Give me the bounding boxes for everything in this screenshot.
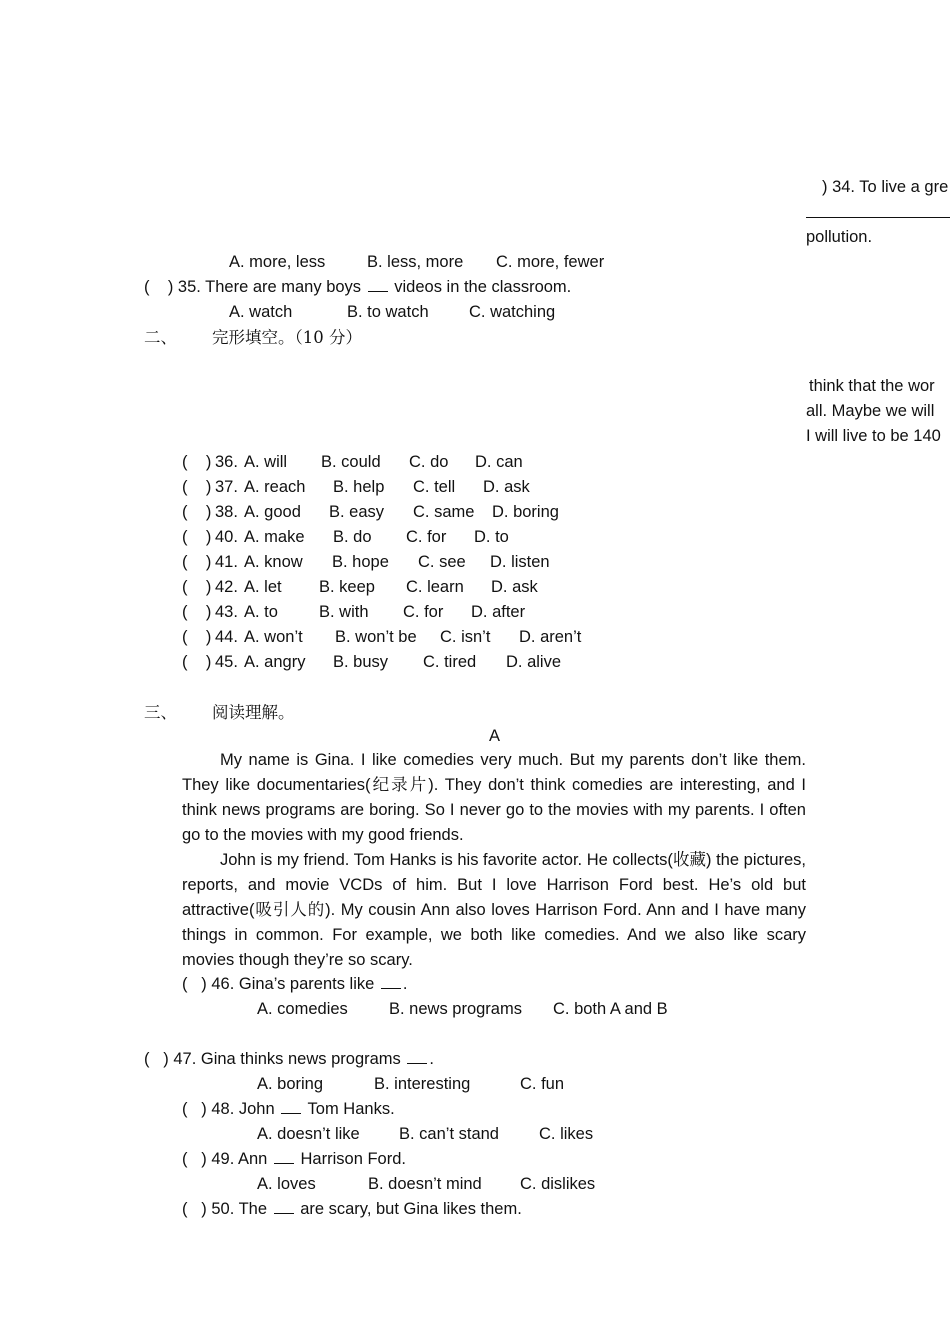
cloze-option-d: D. boring [492,503,559,521]
q46-stem: 46. Gina’s parents like [211,975,375,993]
cloze-text-line-3: I will live to be 140 [806,427,941,445]
q35-option-b: B. to watch [347,303,429,321]
answer-paren: ( ) [182,453,212,471]
answer-blank [274,1199,294,1214]
cloze-option-a: A. to [244,603,278,621]
cloze-question-number: 42. [215,578,238,596]
q48-option-b: B. can’t stand [399,1125,499,1143]
answer-rule [806,217,950,218]
section-2-title: 完形填空。（10 分） [212,328,362,347]
cloze-question-number: 40. [215,528,238,546]
answer-paren: ( ) [182,975,207,993]
q49-stem-end: Harrison Ford. [300,1150,406,1168]
q49-stem: 49. Ann [211,1150,268,1168]
cloze-option-a: A. let [244,578,282,596]
answer-paren: ( ) [182,528,212,546]
q47-option-c: C. fun [520,1075,565,1093]
cloze-option-b: B. help [333,478,385,496]
cloze-option-d: D. after [471,603,526,621]
q46-option-b: B. news programs [389,1000,522,1018]
cloze-option-c: C. tired [423,653,477,671]
cloze-option-c: C. for [403,603,444,621]
passage-paragraph-2: John is my friend. Tom Hanks is his favorite actor. He collects(收藏) the pictures, reports, and movie VCDs of him. But I love Harrison Ford best. He’s old but attractive(吸引人的). My cousin Ann also loves Harrison Ford. Ann and I have many things in common. For example, we both like comedies. And we also like scary movies though they’re so scary. [182,851,806,969]
cloze-option-a: A. won’t [244,628,303,646]
answer-paren: ( ) [182,628,212,646]
cloze-option-c: C. learn [406,578,464,596]
answer-paren: ( ) [144,1050,169,1068]
cloze-option-b: B. keep [319,578,375,596]
cloze-question-number: 45. [215,653,238,671]
answer-paren: ( ) [182,1100,207,1118]
q48-stem: 48. John [211,1100,275,1118]
q34-line2: pollution. [806,228,873,246]
cloze-option-b: B. easy [329,503,385,521]
answer-blank [407,1049,427,1064]
q46-question [182,972,408,997]
q35-stem: 35. There are many boys [177,278,362,296]
q48-question [182,1097,395,1122]
cloze-option-d: D. alive [506,653,562,671]
q49-option-a: A. loves [257,1175,316,1193]
answer-paren: ( ) [144,278,174,296]
answer-paren: ( ) [182,1150,207,1168]
q46-stem-end: . [402,975,408,993]
cloze-option-d: D. to [474,528,509,546]
answer-paren: ( ) [182,1200,207,1218]
q34-stub: ) 34. To live a gre [822,178,949,196]
section-3-number: 三、 [144,703,177,722]
cloze-option-b: B. won’t be [335,628,417,646]
answer-blank [381,974,401,989]
q47-question [144,1047,434,1072]
q49-option-c: C. dislikes [520,1175,596,1193]
answer-paren: ( ) [182,553,212,571]
cloze-question-number: 44. [215,628,238,646]
q35-option-c: C. watching [469,303,556,321]
cloze-text-line-1: think that the wor [809,377,935,395]
cloze-option-c: C. do [409,453,449,471]
q50-stem: 50. The [211,1200,267,1218]
cloze-option-b: B. do [333,528,372,546]
q48-stem-end: Tom Hanks. [307,1100,395,1118]
cloze-option-c: C. tell [413,478,456,496]
q35-stem-end: videos in the classroom. [394,278,572,296]
q46-option-a: A. comedies [257,1000,348,1018]
cloze-option-a: A. make [244,528,305,546]
q47-stem: 47. Gina thinks news programs [173,1050,401,1068]
cloze-option-b: B. hope [332,553,389,571]
q48-option-c: C. likes [539,1125,594,1143]
q49-option-b: B. doesn’t mind [368,1175,482,1193]
cloze-question-number: 38. [215,503,238,521]
cloze-question-number: 36. [215,453,238,471]
answer-blank [274,1149,294,1164]
cloze-option-c: C. see [418,553,466,571]
q35-question [144,275,571,300]
cloze-text-line-2: all. Maybe we will [806,402,935,420]
answer-blank [368,277,388,292]
passage-paragraph-1: My name is Gina. I like comedies very much. But my parents don’t like them. They like documentaries(纪录片). They don’t think comedies are interesting, and I think news programs are boring. So I never go to the movies with my parents. I often go to the movies with my good friends. [182,751,806,844]
q46-option-c: C. both A and B [553,1000,668,1018]
q47-stem-end: . [429,1050,434,1068]
q48-option-a: A. doesn’t like [257,1125,360,1143]
cloze-option-d: D. aren’t [519,628,582,646]
answer-paren: ( ) [182,478,212,496]
q34-option-a: A. more, less [229,253,326,271]
cloze-option-a: A. angry [244,653,306,671]
q34-option-c: C. more, fewer [496,253,605,271]
cloze-option-c: C. same [413,503,475,521]
cloze-option-d: D. listen [490,553,550,571]
cloze-option-b: B. busy [333,653,389,671]
cloze-question-number: 37. [215,478,238,496]
answer-paren: ( ) [182,603,212,621]
cloze-option-d: D. ask [491,578,538,596]
answer-paren: ( ) [182,503,212,521]
cloze-option-b: B. with [319,603,369,621]
cloze-option-b: B. could [321,453,381,471]
cloze-option-a: A. reach [244,478,306,496]
answer-paren: ( ) [182,578,212,596]
q47-option-a: A. boring [257,1075,324,1093]
q50-question [182,1197,522,1222]
section-2-number: 二、 [144,328,177,347]
cloze-option-a: A. will [244,453,288,471]
passage-letter: A [489,727,501,745]
q34-option-b: B. less, more [367,253,464,271]
cloze-option-a: A. good [244,503,301,521]
q47-option-b: B. interesting [374,1075,471,1093]
answer-blank [281,1099,301,1114]
cloze-question-number: 41. [215,553,238,571]
cloze-option-c: C. isn’t [440,628,491,646]
q50-stem-end: are scary, but Gina likes them. [300,1200,522,1218]
cloze-option-d: D. ask [483,478,530,496]
cloze-question-number: 43. [215,603,238,621]
q35-option-a: A. watch [229,303,293,321]
answer-paren: ( ) [182,653,212,671]
cloze-option-d: D. can [475,453,523,471]
cloze-option-a: A. know [244,553,303,571]
section-3-title: 阅读理解。 [212,703,295,722]
q49-question [182,1147,406,1172]
cloze-option-c: C. for [406,528,447,546]
